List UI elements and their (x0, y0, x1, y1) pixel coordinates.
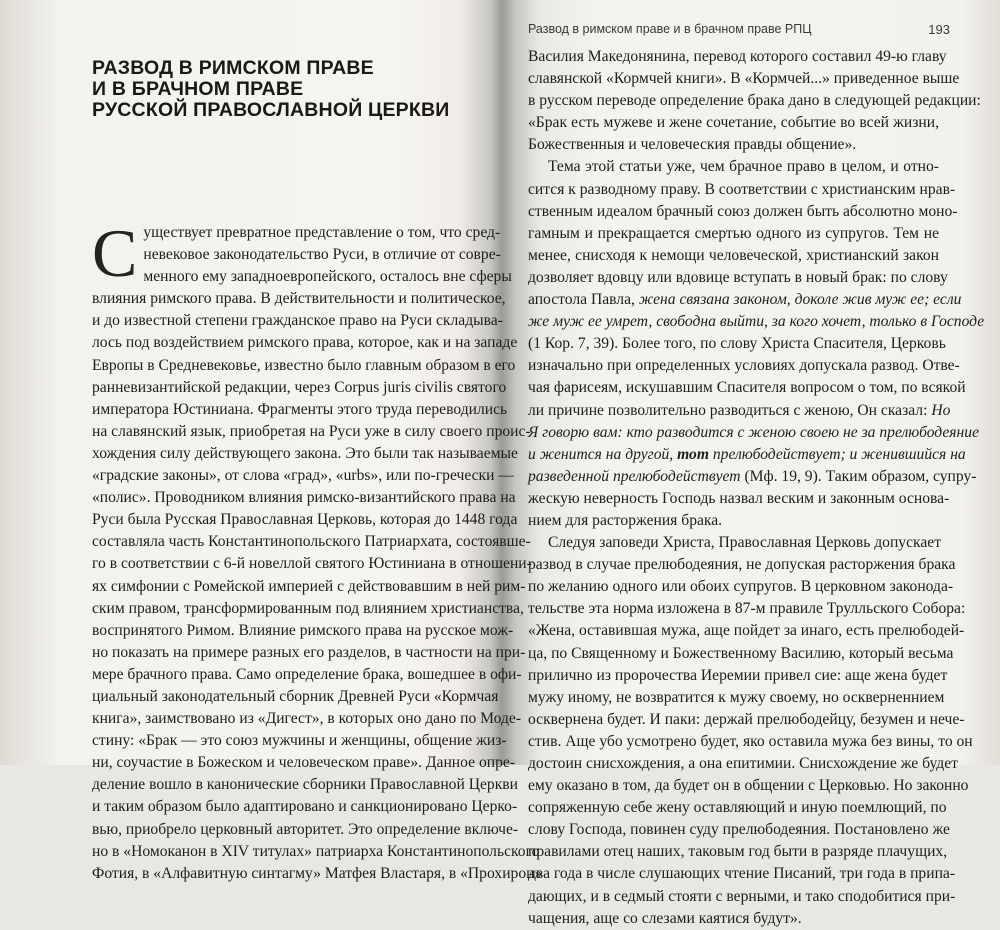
text-line: дающих, и в седмый стояти с верными, и тако сподобитися при- (528, 887, 956, 905)
text-line: по желанию одного или обоих супругов. В церковном законода- (528, 578, 954, 596)
text-line: Фотия, в «Алфавитную синтагму» Матфея Властаря, в «Прохирон» (92, 864, 543, 882)
title-line: РАЗВОД В РИМСКОМ ПРАВЕ (92, 57, 374, 79)
text-line: ни, соучастие в Божеском и человеческом праве». Данное опре- (92, 754, 516, 772)
text-line: менного ему западноевропейского, осталось вне сферы (143, 268, 512, 286)
text-line: лось под воздействием римского права, которое, как и на западе (92, 334, 518, 352)
text-line: прилично из пророчества Иеремии привел сие: аще жена будет (528, 666, 948, 684)
text-line: жескую неверность Господь назвал веским и законным основа- (528, 489, 950, 507)
text-line: (1 Кор. 7, 39). Более того, по слову Христа Спасителя, Церковь (528, 335, 946, 353)
scripture-quote-emphasis: тот (677, 445, 709, 463)
text-line: Руси была Русская Православная Церковь, которая до 1448 года (92, 511, 518, 529)
text-line: воспринятого Римом. Влияние римского права на русское мож- (92, 621, 514, 639)
text-line: Тема этой статьи уже, чем брачное право в целом, и отно- (548, 158, 939, 176)
scripture-quote: и женится на другой, (528, 445, 674, 463)
scripture-quote: Я говорю вам: кто разводится с женою своею не за прелюбодеяние (528, 423, 980, 441)
drop-cap: С (92, 215, 138, 291)
text-line: уществует превратное представление о том, что сред- (143, 224, 501, 241)
text-line: чащения, аще со слезами каятися будут». (528, 909, 802, 927)
text-line: составляла часть Константинопольского Патриархата, состоявше- (92, 533, 531, 551)
title-line: РУССКОЙ ПРАВОСЛАВНОЙ ЦЕРКВИ (92, 99, 450, 121)
text-line: и до известной степени гражданское право на Руси складыва- (92, 312, 503, 330)
text-line: развод в случае прелюбодеяния, не допуская расторжения брака (528, 556, 956, 574)
text-line: «градские законы», от слова «град», «urbs», или по-гречески — (92, 467, 514, 485)
text-line: «Брак есть мужеве и жене сочетание, событие во всей жизни, (528, 114, 939, 132)
text-line: достоин снисхождения, а она епитимии. Снисхождение же будет (528, 755, 958, 772)
right-page (500, 0, 1000, 927)
page-number: 193 (928, 22, 950, 37)
title-line: И В БРАЧНОМ ПРАВЕ (92, 78, 304, 100)
text-line: два года в числе слушающих чтение Писаний, три года в припа- (528, 865, 956, 883)
text-line: но в «Номоканон в XIV титулах» патриарха Константинопольского (92, 842, 540, 860)
text-line: дозволяет вдовцу или вдовице вступать в новый брак: по слову (528, 268, 948, 286)
text-line: тельстве эта норма изложена в 87-м правиле Трулльского Собора: (528, 600, 966, 618)
text-line: стив. Аще убо усмотрено будет, яко оставила мужа без вины, то он (528, 732, 973, 750)
text-line: изначально при определенных условиях допускала развод. Отве- (528, 357, 960, 375)
text-line: вью, приобрело церковный авторитет. Это определение включе- (92, 820, 519, 838)
text-line: чая фарисеям, искушавшим Спасителя вопросом о том, по всякой (528, 379, 966, 397)
text-line: Следуя заповеди Христа, Православная Церковь допускает (548, 534, 942, 552)
chapter-title (92, 58, 472, 121)
text-line: гамным и прекращается смертью одного из супругов. Тем не (528, 224, 939, 242)
scripture-quote: Но (931, 401, 951, 419)
text-fragment: апостола Павла, (528, 291, 635, 309)
text-line: Василия Македонянина, перевод которого составил 49-ю главу (528, 48, 947, 65)
text-line: «полис». Проводником влияния римско-византийского права на (92, 489, 516, 507)
left-body-text (92, 215, 543, 885)
text-line: менее, снисходя к немощи человеческой, христианский закон (528, 246, 939, 264)
text-line: но показать на примере разных его разделов, в частности на при- (92, 643, 526, 661)
text-line: ему оказано в том, да будет он в общении с Церковью. Но законно (528, 777, 969, 795)
text-line: славянской «Кормчей книги». В «Кормчей...» приведенное выше (528, 70, 960, 88)
text-line: мужу иному, не возвратится к мужу своему, но оскверненнием (528, 688, 945, 706)
text-line: влияния римского права. В действительности и политическое, (92, 290, 506, 308)
text-line: ственным идеалом брачный союз должен быть абсолютно моно- (528, 202, 958, 220)
text-line: ским правом, трансформированным под влиянием христианства, (92, 599, 524, 617)
text-line: Божественныя и человеческия правды общение». (528, 136, 857, 154)
text-line (528, 289, 962, 311)
text-line: «Жена, оставившая мужа, аще пойдет за инаго, есть прелюбодей- (528, 622, 965, 640)
text-line: го в соответствии с 6-й новеллой святого Юстиниана в отношени- (92, 555, 532, 573)
text-line: книга», заимствовано из «Дигест», в которых оно дано по Моде- (92, 710, 522, 728)
text-line: невековое законодательство Руси, в отличие от совре- (143, 246, 501, 264)
text-fragment: ли причине позволительно разводиться с женою, Он сказал: (528, 401, 928, 419)
scripture-quote: прелюбодействует; и женившийся на (712, 445, 966, 463)
running-head: Развод в римском праве и в брачном праве РПЦ (528, 22, 812, 36)
text-line (528, 400, 951, 422)
text-line: императора Юстиниана. Фрагменты этого труда переводились (92, 400, 508, 418)
text-line: ранневизантийской редакции, через Corpus juris civilis святого (92, 378, 507, 396)
text-line: ях симфонии с Ромейской империей с действовавшим в ней рим- (92, 577, 526, 595)
text-line: на славянский язык, приобретая на Руси уже в силу своего проис- (92, 422, 531, 440)
text-line: циальный законодательный сборник Древней Руси «Кормчая (92, 687, 499, 705)
text-line: нием для расторжения брака. (528, 511, 723, 529)
text-line: осквернена будет. И паки: держай прелюбодейцу, безумен и нече- (528, 710, 965, 728)
scripture-quote: жена связана законом, доколе жив муж ее; если (638, 291, 962, 309)
text-line: и таким образом было адаптировано и санкционировано Церко- (92, 798, 518, 816)
text-line: мере брачного права. Само определение брака, вошедшее в офи- (92, 665, 522, 683)
text-line (528, 444, 966, 466)
text-line: сится к разводному праву. В соответствии с христианским нрав- (528, 180, 956, 198)
text-fragment: (Мф. 19, 9). Таким образом, супру- (744, 467, 977, 485)
text-line: в русском переводе определение брака дано в следующей редакции: (528, 92, 981, 110)
text-line: хождения силу действующего закона. Это были так называемые (92, 444, 518, 462)
text-line: Европы в Средневековье, известно было главным образом в его (92, 356, 516, 374)
text-line: сопряженную себе жену оставляющий и иную поемлющий, по (528, 799, 947, 817)
text-line: деление вошло в канонические сборники Православной Церкви (92, 776, 518, 794)
text-line: стину: «Брак — это союз мужчины и женщины, общение жиз- (92, 732, 507, 750)
text-line: слову Господа, повинен суду прелюбодеяния. Постановлено же (528, 821, 950, 839)
text-line: правилами отец наших, таковым год быти в разряде плачущих, (528, 843, 948, 861)
scripture-quote: разведенной прелюбодействует (528, 467, 741, 485)
text-line (528, 466, 977, 488)
text-line (528, 311, 985, 333)
text-line (528, 422, 980, 444)
scripture-quote: же муж ее умрет, свободна выйти, за кого хочет, только в Господе (528, 313, 985, 331)
text-line: ца, по Священному и Божественному Василию, который весьма (528, 644, 954, 662)
right-body-text (528, 46, 985, 930)
